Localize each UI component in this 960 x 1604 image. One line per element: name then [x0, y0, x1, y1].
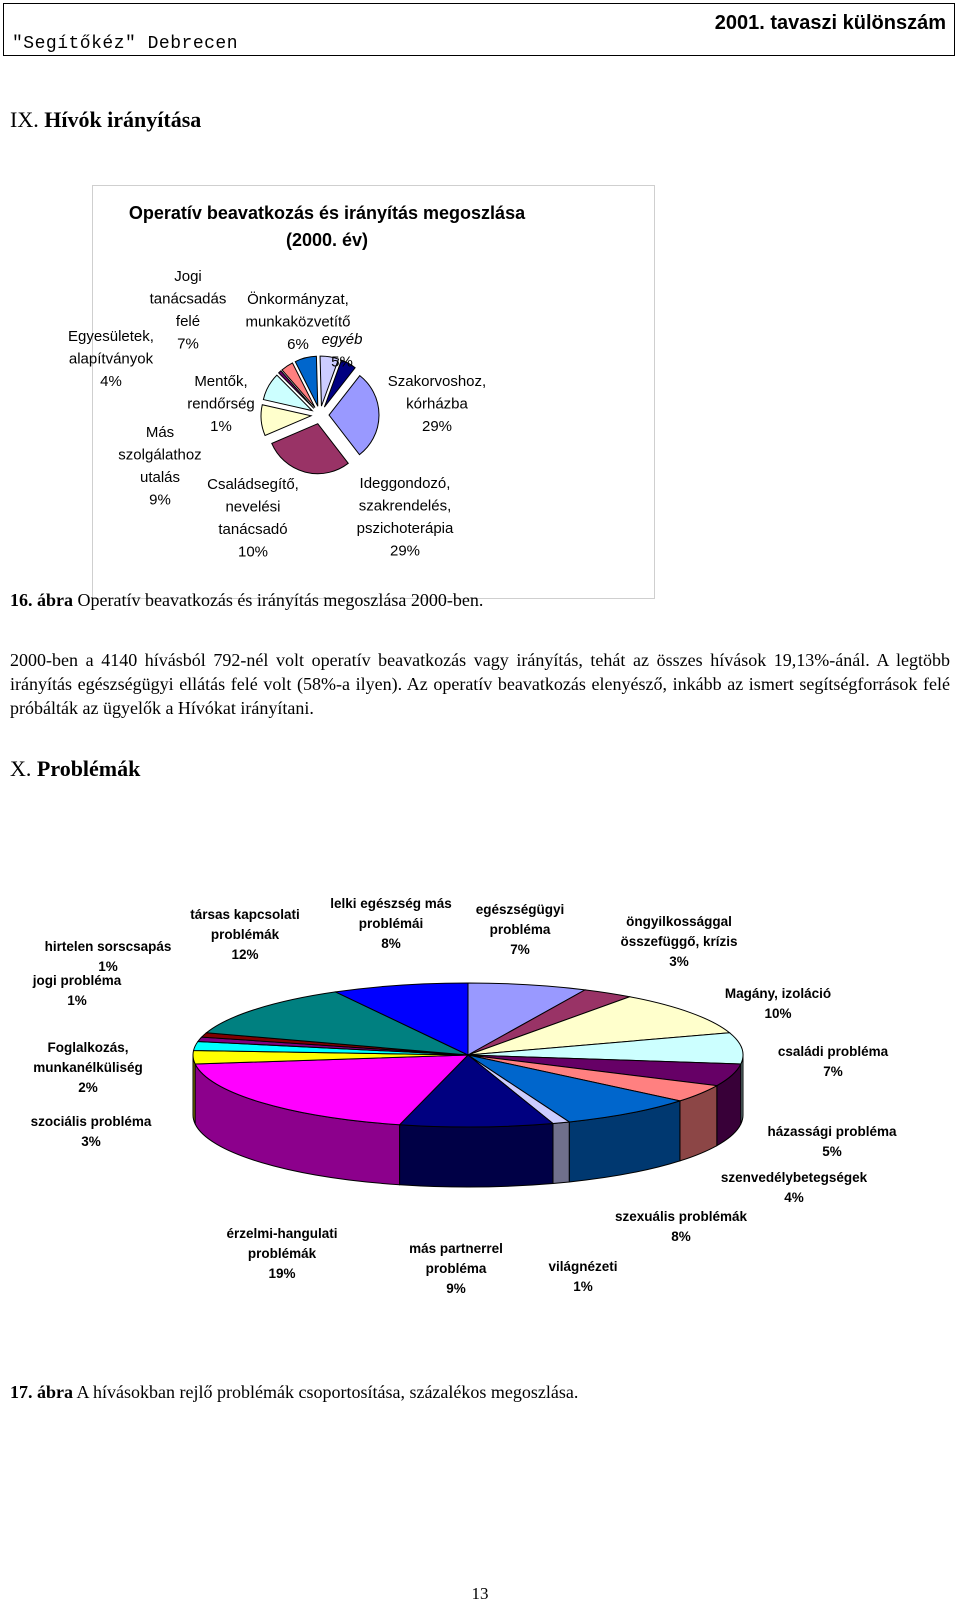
section-title: Problémák	[36, 756, 141, 781]
pie-label-szocialis-problema: szociális probléma 3%	[30, 1114, 152, 1149]
pie-label-hirtelen-sorscsapas: hirtelen sorscsapás 1%	[44, 939, 172, 974]
pie-label-szexualis-problemak: szexuális problémák 8%	[614, 1209, 748, 1244]
pie-label-egyeb: egyéb 5%	[321, 331, 363, 371]
pie-side-vilagnezeti	[553, 1122, 569, 1184]
pie-label-jogi-problema: jogi probléma 1%	[32, 973, 122, 1008]
pie-label-lelki-egeszseg-mas-problemai: lelki egészség más problémái 8%	[330, 896, 452, 951]
figure-number: 16. ábra	[10, 590, 73, 610]
pie-label-mas-partnerrel-problema: más partnerrel probléma 9%	[409, 1241, 503, 1296]
organization-name: "Segítőkéz" Debrecen	[12, 34, 239, 54]
pie-label-onkormanyzat-munkakozvetito: Önkormányzat, munkaközvetítő 6%	[245, 291, 351, 353]
pie-label-hazassagi-problema: házassági probléma 5%	[767, 1124, 897, 1159]
pie-label-tarsas-kapcsolati-problemak: társas kapcsolati problémák 12%	[190, 907, 300, 962]
page-number: 13	[471, 1584, 489, 1603]
pie-label-mentok-rendorseg: Mentők, rendőrség 1%	[187, 373, 255, 435]
section-number: X.	[10, 756, 32, 781]
figure-number: 17. ábra	[10, 1382, 73, 1402]
pie-label-egeszsegugyi-problema: egészségügyi probléma 7%	[475, 902, 565, 957]
chart-title-line2: (2000. év)	[285, 230, 369, 250]
figure-text: Operatív beavatkozás és irányítás megoszlása 2000-ben.	[77, 590, 484, 610]
pie-label-foglalkozas-munkanelkuliseg: Foglalkozás, munkanélküliség 2%	[33, 1040, 143, 1095]
pie-label-csaladi-problema: családi probléma 7%	[777, 1044, 889, 1079]
pie-label-egyesuletek-alapitvanyok: Egyesületek, alapítványok 4%	[68, 328, 154, 390]
pie-label-erzelmi-hangulati-problemak: érzelmi-hangulati problémák 19%	[226, 1226, 338, 1281]
figure-17-caption	[10, 1382, 578, 1403]
pie-label-szakorvoshoz-korhazba: Szakorvoshoz, kórházba 29%	[387, 373, 487, 435]
pie-label-csaladsegito-nevelesi-tanacsado: Családsegítő, nevelési tanácsadó 10%	[207, 476, 299, 561]
issue-title: 2001. tavaszi különszám	[714, 12, 946, 34]
chart-title-line1: Operatív beavatkozás és irányítás megoszlása	[128, 203, 526, 223]
body-paragraph: 2000-ben a 4140 hívásból 792-nél volt operatív beavatkozás vagy irányítás, tehát az összes hívások 19,13%-ánál. A legtöbb irányítás egészségügyi ellátás felé volt (58%-a ilyen). Az operatív beavatkozás elenyésző, inkább az ismert segítségforrások felé próbálták az ügyelők a Hívókat irányítani.	[10, 650, 950, 718]
section-title: Hívók irányítása	[44, 107, 202, 132]
pie-label-ideggondozo-szakrendeles-pszichoterapia: Ideggondozó, szakrendelés, pszichoterápia 29%	[356, 475, 454, 560]
pie-side-mas-partnerrel-problema	[400, 1123, 553, 1187]
pie-label-ongyilkossaggal-osszefuggo-krizis: öngyilkossággal összefüggő, krízis 3%	[620, 914, 738, 969]
pie-label-szenvedelybetegsegek: szenvedélybetegségek 4%	[720, 1170, 868, 1205]
pie-label-jogi-tanacsadas-fele: Jogi tanácsadás felé 7%	[149, 268, 227, 353]
pie-label-vilagnezeti: világnézeti 1%	[548, 1259, 618, 1294]
pie-label-magany-izolacio: Magány, izoláció 10%	[724, 986, 832, 1021]
section-number: IX.	[10, 107, 39, 132]
pie-label-mas-szolgalathoz-utalas: Más szolgálathoz utalás 9%	[118, 424, 202, 509]
figure-text: A hívásokban rejlő problémák csoportosítása, százalékos megoszlása.	[76, 1382, 579, 1402]
